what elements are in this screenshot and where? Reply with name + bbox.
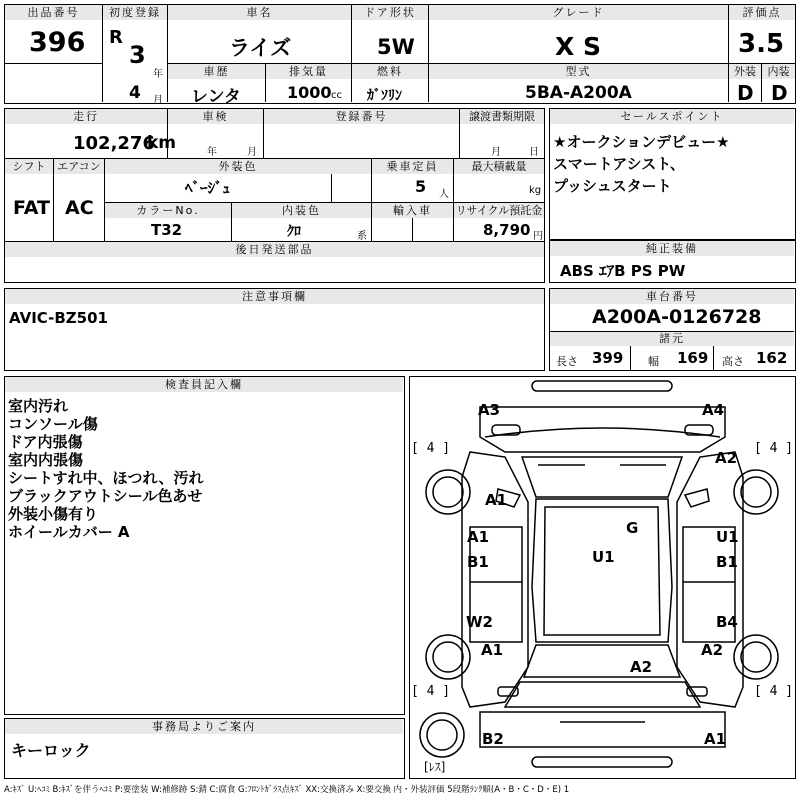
equipment-panel bbox=[549, 240, 796, 283]
transfer-label: 譲渡書類期限 bbox=[460, 109, 544, 124]
damage-mark: B2 bbox=[482, 730, 504, 748]
inspector-line: コンソール傷 bbox=[8, 415, 98, 433]
equipment-title: 純正装備 bbox=[550, 241, 794, 256]
damage-mark: B1 bbox=[716, 553, 738, 571]
inspector-line: シートすれ中、ほつれ、汚れ bbox=[8, 469, 204, 487]
legend: A:ｷｽﾞ U:ﾍｺﾐ B:ｷｽﾞを伴うﾍｺﾐ P:要塗装 W:補修跡 S:錆 C:腐食 G:ﾌﾛﾝﾄｶﾞﾗｽ点ｷｽﾞ XX:交換済み X:要交換 内・外装評価 5段階ﾗﾝｸ順(A・B・C・D・E) 1 bbox=[4, 785, 570, 795]
length-label: 長さ bbox=[556, 355, 578, 368]
ac: AC bbox=[65, 197, 94, 219]
damage-mark: A1 bbox=[704, 730, 727, 748]
grade-label: グレード bbox=[429, 5, 728, 20]
lot-no: 396 bbox=[29, 27, 86, 58]
tyre-tread-rear-right: [ 4 ] bbox=[754, 684, 794, 699]
selling-points-title: セールスポイント bbox=[550, 109, 794, 124]
chassis-title: 車台番号 bbox=[550, 289, 794, 304]
car-outline bbox=[410, 377, 795, 778]
exterior-label: 外装 bbox=[729, 64, 761, 79]
displacement-label: 排気量 bbox=[266, 64, 351, 79]
damage-mark: A3 bbox=[478, 401, 501, 419]
shift-label: シフト bbox=[5, 159, 53, 174]
length: 399 bbox=[592, 349, 624, 367]
capacity: 5 bbox=[415, 177, 427, 196]
damage-mark: A2 bbox=[630, 658, 653, 676]
reg-year: 3 bbox=[129, 41, 146, 69]
displacement-unit: cc bbox=[331, 90, 342, 101]
selling-points-panel bbox=[549, 108, 796, 240]
damage-mark: A2 bbox=[715, 449, 738, 467]
inspector-line: 室内内張傷 bbox=[8, 451, 84, 469]
damage-mark: A2 bbox=[701, 641, 724, 659]
max-load-label: 最大積載量 bbox=[454, 159, 544, 174]
tyre-tread-front-right: [ 4 ] bbox=[754, 441, 794, 456]
inspector-line: ドア内張傷 bbox=[8, 433, 83, 451]
capacity-label: 乗車定員 bbox=[372, 159, 453, 174]
header-section bbox=[4, 4, 796, 107]
model: 5BA-A200A bbox=[525, 83, 632, 103]
interior-color: ｸﾛ bbox=[287, 224, 301, 240]
tyre-tread-rear-left: [ 4 ] bbox=[411, 684, 451, 699]
reg-month: 4 bbox=[129, 83, 141, 103]
car-name-label: 車名 bbox=[168, 5, 351, 20]
car-diagram bbox=[409, 376, 796, 779]
damage-mark: A4 bbox=[702, 401, 725, 419]
damage-mark: U1 bbox=[592, 548, 615, 566]
color-label: 外装色 bbox=[105, 159, 371, 174]
specs-section bbox=[4, 108, 545, 283]
damage-mark: B4 bbox=[716, 613, 738, 631]
notes-value: AVIC-BZ501 bbox=[9, 309, 108, 327]
office-title: 事務局よりご案内 bbox=[5, 719, 403, 734]
office-panel bbox=[4, 718, 405, 779]
inspector-title: 検査員記入欄 bbox=[5, 377, 403, 392]
chassis-panel bbox=[549, 288, 796, 371]
transfer-day-unit: 日 bbox=[529, 147, 539, 158]
equipment-value: ABS ｴｱB PS PW bbox=[560, 262, 686, 280]
selling-point-line: ★オークションデビュー★ bbox=[553, 133, 730, 151]
inspector-line: ブラックアウトシール色あせ bbox=[8, 487, 203, 505]
damage-mark: A1 bbox=[467, 528, 490, 546]
inspector-line: ホイールカバー A bbox=[8, 523, 130, 541]
mileage-label: 走行 bbox=[5, 109, 167, 124]
height-label: 高さ bbox=[722, 355, 744, 368]
inspection-label: 車検 bbox=[168, 109, 263, 124]
spare-tyre-label: [ﾚｽ] bbox=[424, 760, 446, 774]
interior-grade: D bbox=[771, 81, 788, 105]
recycle-label: リサイクル預託金 bbox=[455, 204, 543, 217]
transfer-month-unit: 月 bbox=[491, 147, 501, 158]
year-unit: 年 bbox=[153, 69, 163, 80]
width: 169 bbox=[677, 349, 709, 367]
damage-mark: W2 bbox=[466, 613, 493, 631]
office-value: キーロック bbox=[11, 741, 91, 760]
width-label: 幅 bbox=[648, 355, 659, 368]
damage-mark: G bbox=[626, 519, 639, 537]
history-label: 車歴 bbox=[168, 64, 265, 79]
color-no: T32 bbox=[151, 221, 183, 239]
inspector-line: 室内汚れ bbox=[8, 397, 69, 415]
door-label: ドア形状 bbox=[352, 5, 428, 20]
interior-color-label: 内装色 bbox=[232, 203, 371, 218]
interior-label: 内装 bbox=[762, 64, 795, 79]
damage-mark: A1 bbox=[485, 491, 508, 509]
max-load-unit: kg bbox=[529, 185, 542, 196]
car-name: ライズ bbox=[229, 36, 292, 60]
selling-point-line: プッシュスタート bbox=[553, 177, 672, 195]
tyre-tread-front-left: [ 4 ] bbox=[411, 441, 451, 456]
ac-label: エアコン bbox=[54, 159, 104, 174]
month-unit: 月 bbox=[153, 95, 163, 106]
inspection-year-unit: 年 bbox=[207, 147, 217, 158]
grade: X S bbox=[555, 32, 601, 61]
recycle-unit: 円 bbox=[533, 231, 543, 242]
damage-mark: B1 bbox=[467, 553, 489, 571]
notes-panel bbox=[4, 288, 545, 371]
selling-point-line: スマートアシスト、 bbox=[553, 155, 685, 173]
fuel: ｶﾞｿﾘﾝ bbox=[367, 88, 402, 104]
chassis-number: A200A-0126728 bbox=[592, 306, 762, 328]
shift: FAT bbox=[13, 197, 50, 219]
reg-no-label: 登録番号 bbox=[264, 109, 459, 124]
mileage-unit: km bbox=[147, 133, 177, 153]
inspector-panel bbox=[4, 376, 405, 715]
fuel-label: 燃料 bbox=[352, 64, 428, 79]
interior-color-unit: 系 bbox=[357, 231, 367, 242]
damage-mark: U1 bbox=[716, 528, 739, 546]
import-label: 輸入車 bbox=[372, 203, 453, 218]
first-reg-label: 初度登録 bbox=[103, 5, 167, 20]
score: 3.5 bbox=[738, 29, 785, 59]
lot-no-label: 出品番号 bbox=[5, 5, 102, 20]
notes-title: 注意事項欄 bbox=[5, 289, 544, 304]
inspector-line: 外装小傷有り bbox=[8, 505, 99, 523]
later-parts-label: 後日発送部品 bbox=[5, 242, 544, 257]
history: レンタ bbox=[191, 87, 241, 107]
displacement: 1000 bbox=[287, 83, 332, 102]
dims-title: 諸元 bbox=[550, 331, 794, 346]
recycle: 8,790 bbox=[483, 221, 531, 239]
exterior-grade: D bbox=[737, 81, 754, 105]
score-label: 評価点 bbox=[729, 5, 795, 20]
inspection-month-unit: 月 bbox=[247, 147, 257, 158]
height: 162 bbox=[756, 349, 788, 367]
capacity-unit: 人 bbox=[439, 189, 449, 200]
damage-mark: A1 bbox=[481, 641, 504, 659]
color: ﾍﾞｰｼﾞｭ bbox=[185, 179, 231, 197]
door: 5W bbox=[377, 35, 415, 59]
color-no-label: カラーNo. bbox=[105, 203, 231, 218]
reg-era: R bbox=[109, 27, 123, 48]
mileage: 102,276 bbox=[73, 133, 155, 154]
model-label: 型式 bbox=[429, 64, 728, 79]
